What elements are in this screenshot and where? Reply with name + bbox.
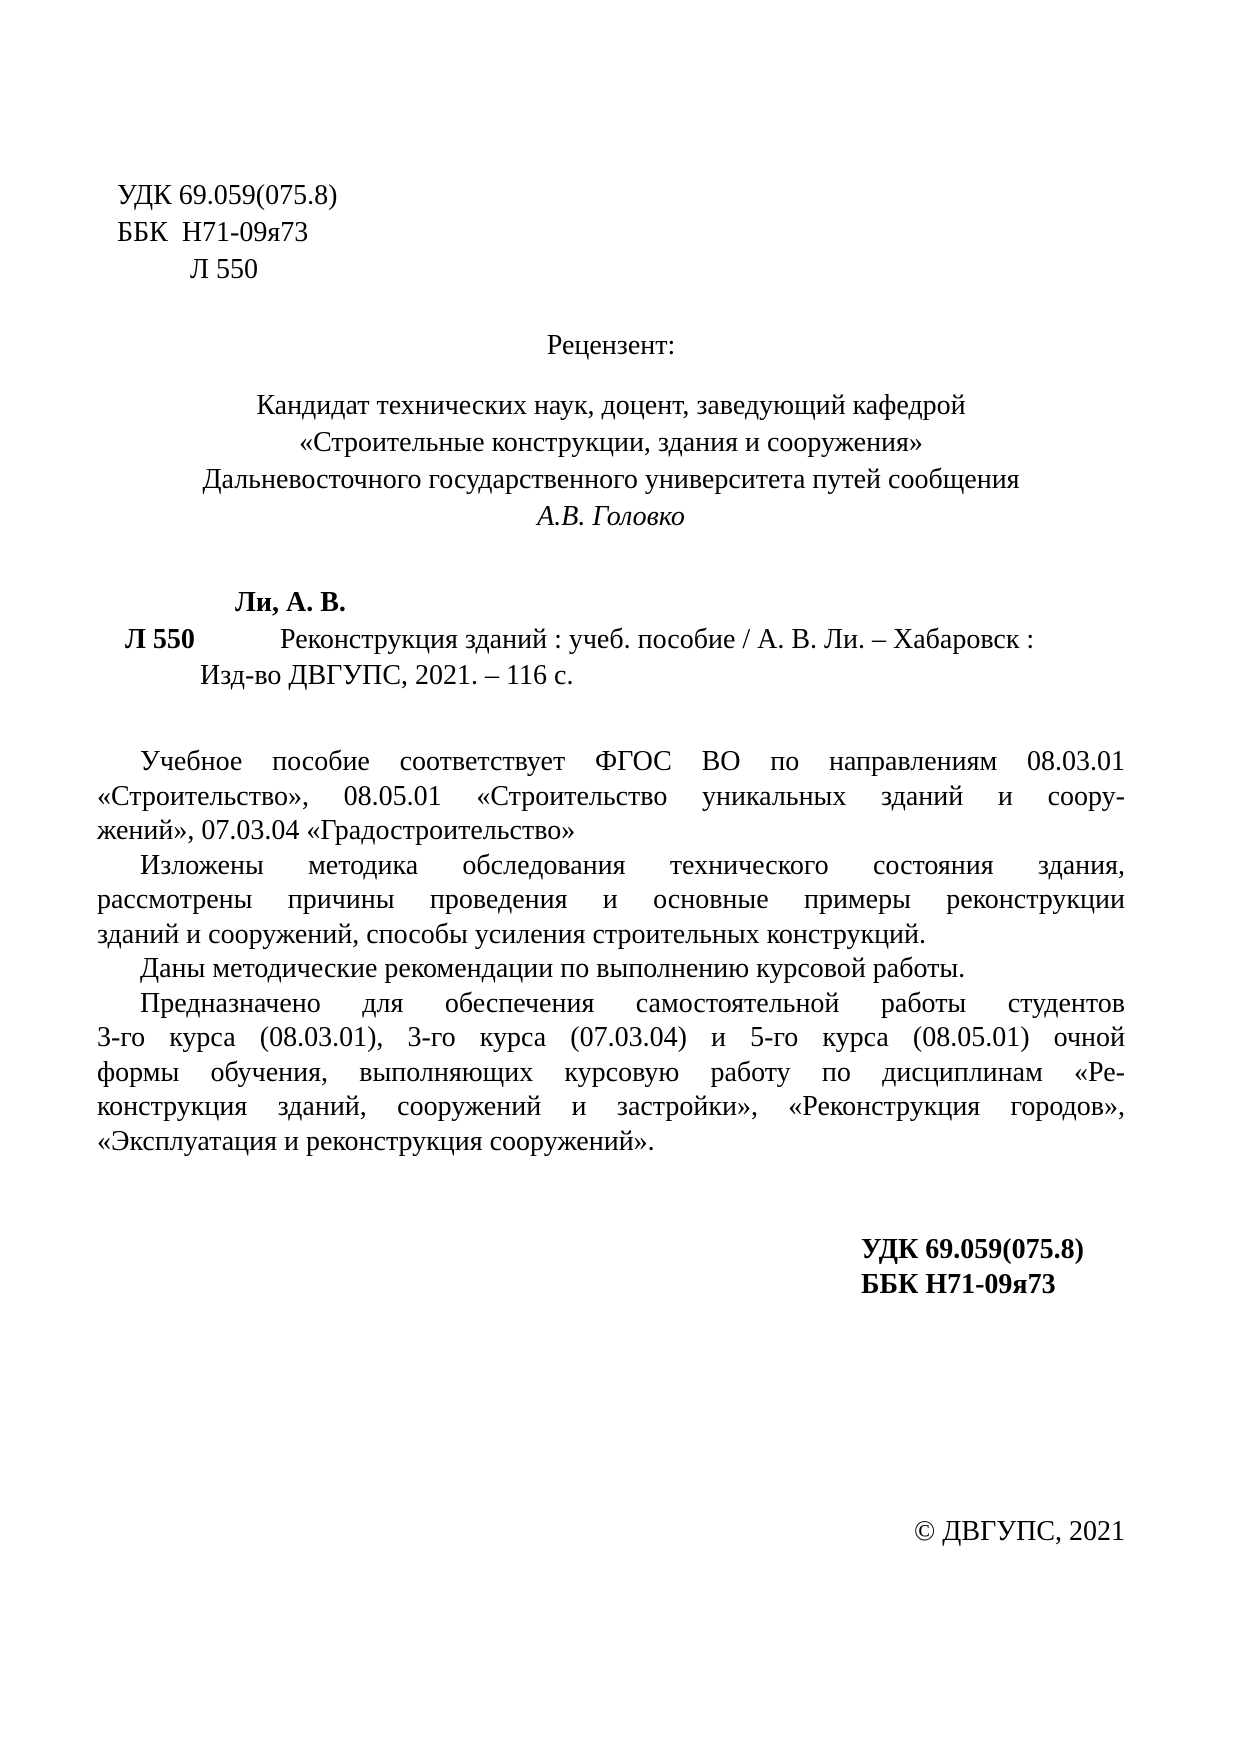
bbk-code-top: ББК Н71-09я73 bbox=[117, 217, 309, 248]
reviewer-block bbox=[97, 387, 1125, 535]
bib-entry-line-1: Реконструкция зданий : учеб. пособие / А. В. Ли. – Хабаровск : bbox=[280, 624, 1035, 655]
annotation-paragraph-1: Учебное пособие соответствует ФГОС ВО по направлениям 08.03.01 «Строительство», 08.05.01 «Строительство уникальных зданий и соору- жений», 07.03.04 «Градостроительство» bbox=[97, 746, 1125, 846]
top-cataloguing-block bbox=[117, 177, 337, 288]
udc-code-bottom: УДК 69.059(075.8) bbox=[861, 1234, 1084, 1265]
book-author: Ли, А. В. bbox=[235, 587, 346, 618]
annotation-block bbox=[97, 745, 1125, 1159]
bib-entry-line-2: Изд-во ДВГУПС, 2021. – 116 с. bbox=[200, 660, 574, 691]
annotation-paragraph-4: Предназначено для обеспечения самостоятельной работы студентов 3-го курса (08.03.01), 3-го курса (07.03.04) и 5-го курса (08.05.01) очной формы обучения, выполняющих курсовую работу по дисциплинам «Ре- конструкция зданий, сооружений и застройки», «Реконструкция городов», «Эксплуатация и реконструкция сооружений». bbox=[97, 987, 1125, 1157]
annotation-paragraph-3: Даны методические рекомендации по выполнению курсовой работы. bbox=[140, 953, 966, 984]
annotation-paragraph-2: Изложены методика обследования технического состояния здания, рассмотрены причины проведения и основные примеры реконструкции зданий и сооружений, способы усиления строительных конструкций. bbox=[97, 849, 1125, 950]
reviewer-line-3: Дальневосточного государственного университета путей сообщения bbox=[202, 464, 1020, 495]
bbk-code-bottom: ББК Н71-09я73 bbox=[861, 1269, 1056, 1300]
udc-code-top: УДК 69.059(075.8) bbox=[117, 180, 338, 211]
copyright-line: © ДВГУПС, 2021 bbox=[914, 1516, 1125, 1547]
reviewer-name: А.В. Головко bbox=[537, 501, 685, 532]
catalog-code: Л 550 bbox=[125, 624, 195, 655]
reviewer-line-1: Кандидат технических наук, доцент, заведующий кафедрой bbox=[256, 390, 966, 421]
reviewer-line-2: «Строительные конструкции, здания и сооружения» bbox=[299, 427, 923, 458]
bibliographic-entry bbox=[200, 622, 1125, 694]
bottom-cataloguing-block bbox=[861, 1232, 1084, 1302]
reviewer-heading: Рецензент: bbox=[546, 330, 676, 361]
catalog-code-top: Л 550 bbox=[190, 254, 258, 285]
